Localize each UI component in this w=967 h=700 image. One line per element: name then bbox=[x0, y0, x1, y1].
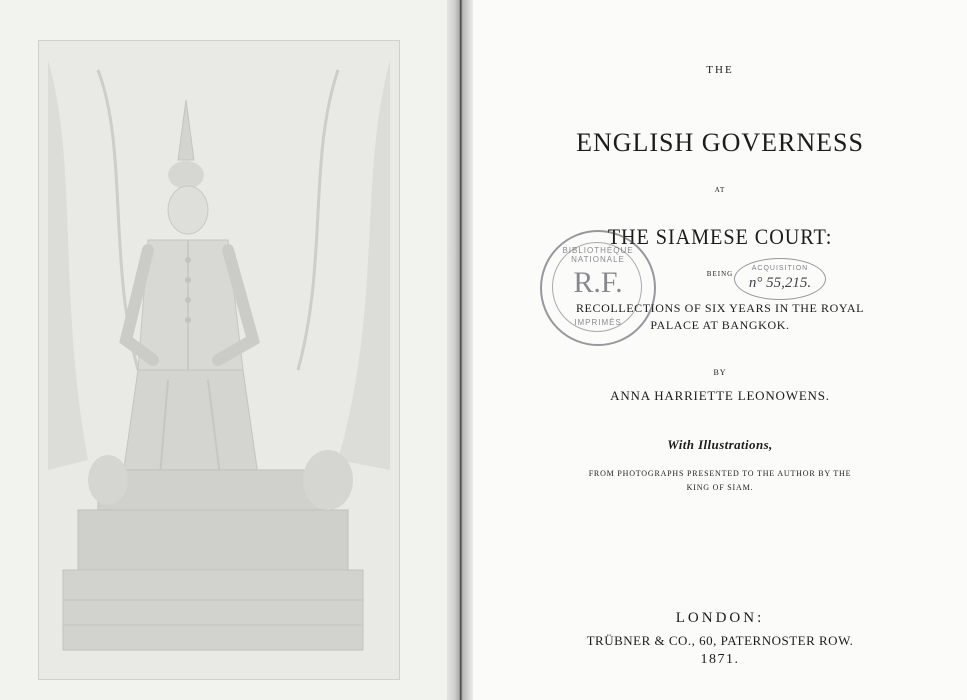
publisher: TRÜBNER & CO., 60, PATERNOSTER ROW. bbox=[586, 633, 854, 648]
being-label: BEING bbox=[706, 270, 734, 278]
acquisition-number: n° 55,215. bbox=[748, 275, 812, 291]
left-page bbox=[0, 0, 452, 700]
by-label: BY bbox=[713, 368, 727, 377]
publication-year: 1871. bbox=[700, 652, 740, 667]
frontispiece-illustration bbox=[38, 40, 400, 680]
subtitle-line-2: PALACE AT BANGKOK. bbox=[650, 318, 790, 332]
photographs-note-line-2: KING OF SIAM. bbox=[686, 483, 754, 492]
library-stamp bbox=[540, 230, 656, 346]
photographs-note-line-1: FROM PHOTOGRAPHS PRESENTED TO THE AUTHOR BY THE bbox=[588, 469, 852, 478]
acquisition-stamp bbox=[734, 258, 826, 300]
book-gutter bbox=[447, 0, 473, 700]
subtitle-line-1: RECOLLECTIONS OF SIX YEARS IN THE ROYAL bbox=[575, 301, 865, 315]
main-title: ENGLISH GOVERNESS bbox=[576, 128, 864, 157]
pre-title: THE bbox=[706, 64, 734, 76]
title-page bbox=[473, 0, 967, 700]
acquisition-label: ACQUISITION bbox=[751, 265, 809, 272]
stamp-ring-top-text: BIBLIOTHÈQUE NATIONALE bbox=[562, 246, 634, 264]
author-name: ANNA HARRIETTE LEONOWENS. bbox=[610, 388, 830, 403]
illustrations-note: With Illustrations, bbox=[667, 437, 773, 452]
title-connector: AT bbox=[714, 186, 726, 194]
title-part-2: THE SIAMESE COURT: bbox=[607, 224, 833, 249]
publication-city: LONDON: bbox=[675, 610, 765, 626]
stamp-monogram: R.F. bbox=[573, 266, 623, 299]
stamp-ring-bottom-text: IMPRIMÉS bbox=[574, 318, 622, 327]
